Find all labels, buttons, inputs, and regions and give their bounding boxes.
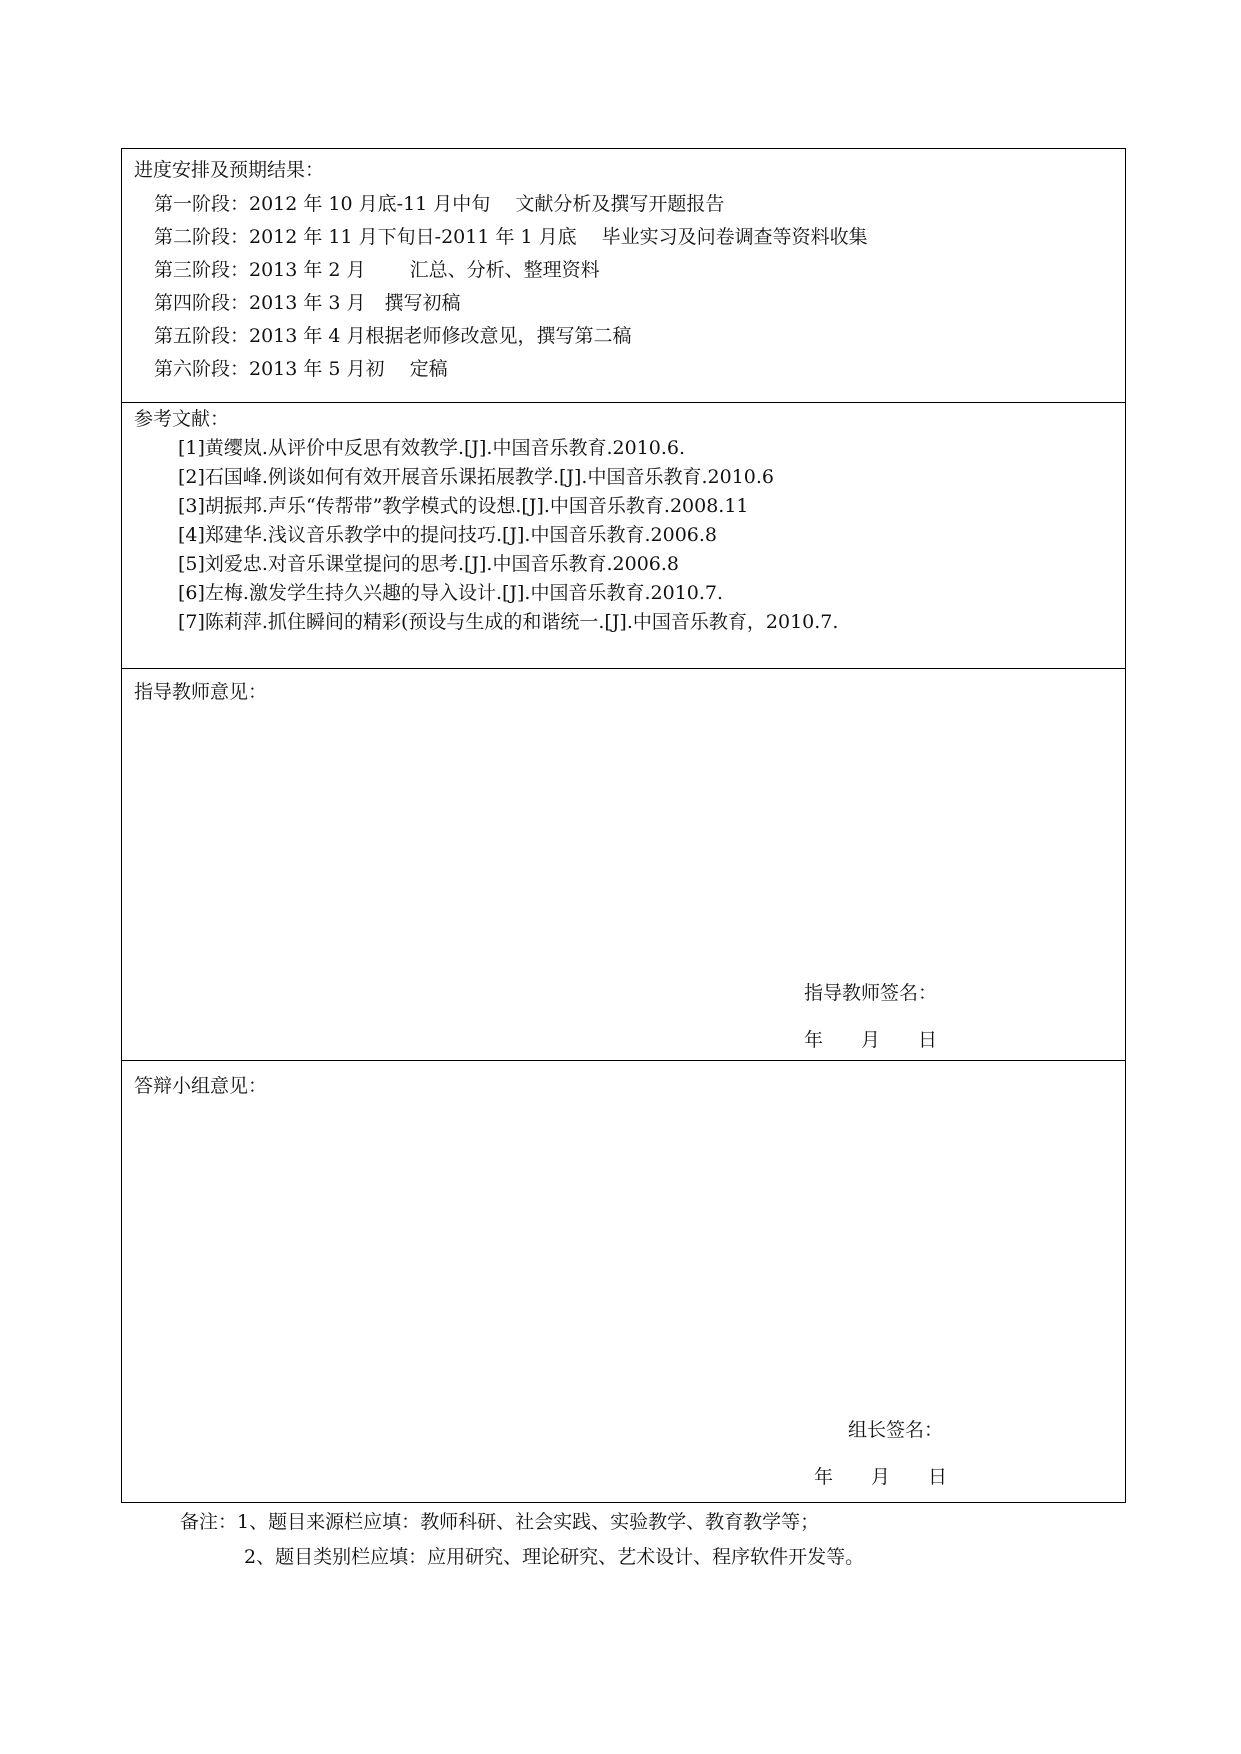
schedule-stage-3: 第三阶段：2013 年 2 月 汇总、分析、整理资料 <box>154 259 600 281</box>
schedule-section <box>122 149 1125 403</box>
notes-line-1: 备注：1、题目来源栏应填：教师科研、社会实践、实验教学、教育教学等； <box>180 1511 820 1533</box>
reference-item: [1]黄缨岚.从评价中反思有效教学.[J].中国音乐教育.2010.6. <box>178 437 686 459</box>
panel-date-line: 年 月 日 <box>814 1466 948 1488</box>
schedule-stage-6: 第六阶段：2013 年 5 月初 定稿 <box>154 358 448 380</box>
reference-item: [6]左梅.激发学生持久兴趣的导入设计.[J].中国音乐教育.2010.7. <box>178 582 724 604</box>
advisor-opinion-heading: 指导教师意见： <box>134 681 268 703</box>
advisor-signature-label: 指导教师签名： <box>804 982 938 1004</box>
panel-signature-label: 组长签名： <box>848 1419 944 1441</box>
panel-opinion-section <box>122 1061 1125 1502</box>
panel-opinion-heading: 答辩小组意见： <box>134 1075 268 1097</box>
advisor-opinion-section <box>122 669 1125 1061</box>
schedule-stage-5: 第五阶段：2013 年 4 月根据老师修改意见，撰写第二稿 <box>154 325 632 347</box>
reference-item: [7]陈莉萍.抓住瞬间的精彩(预设与生成的和谐统一.[J].中国音乐教育，2010.7. <box>178 611 839 633</box>
references-section <box>122 403 1125 669</box>
schedule-heading: 进度安排及预期结果： <box>134 159 325 181</box>
reference-item: [4]郑建华.浅议音乐教学中的提问技巧.[J].中国音乐教育.2006.8 <box>178 524 717 546</box>
reference-item: [5]刘爱忠.对音乐课堂提问的思考.[J].中国音乐教育.2006.8 <box>178 553 679 575</box>
notes-line-2: 2、题目类别栏应填：应用研究、理论研究、艺术设计、程序软件开发等。 <box>244 1546 865 1568</box>
reference-item: [2]石国峰.例谈如何有效开展音乐课拓展教学.[J].中国音乐教育.2010.6 <box>178 466 774 488</box>
reference-item: [3]胡振邦.声乐“传帮带”教学模式的设想.[J].中国音乐教育.2008.11 <box>178 495 749 517</box>
form-table <box>121 148 1126 1503</box>
schedule-stage-4: 第四阶段：2013 年 3 月 撰写初稿 <box>154 292 461 314</box>
schedule-stage-1: 第一阶段：2012 年 10 月底-11 月中旬 文献分析及撰写开题报告 <box>154 193 725 215</box>
references-heading: 参考文献： <box>134 408 230 430</box>
advisor-date-line: 年 月 日 <box>804 1029 938 1051</box>
schedule-stage-2: 第二阶段：2012 年 11 月下旬日-2011 年 1 月底 毕业实习及问卷调查等资料收集 <box>154 226 868 248</box>
